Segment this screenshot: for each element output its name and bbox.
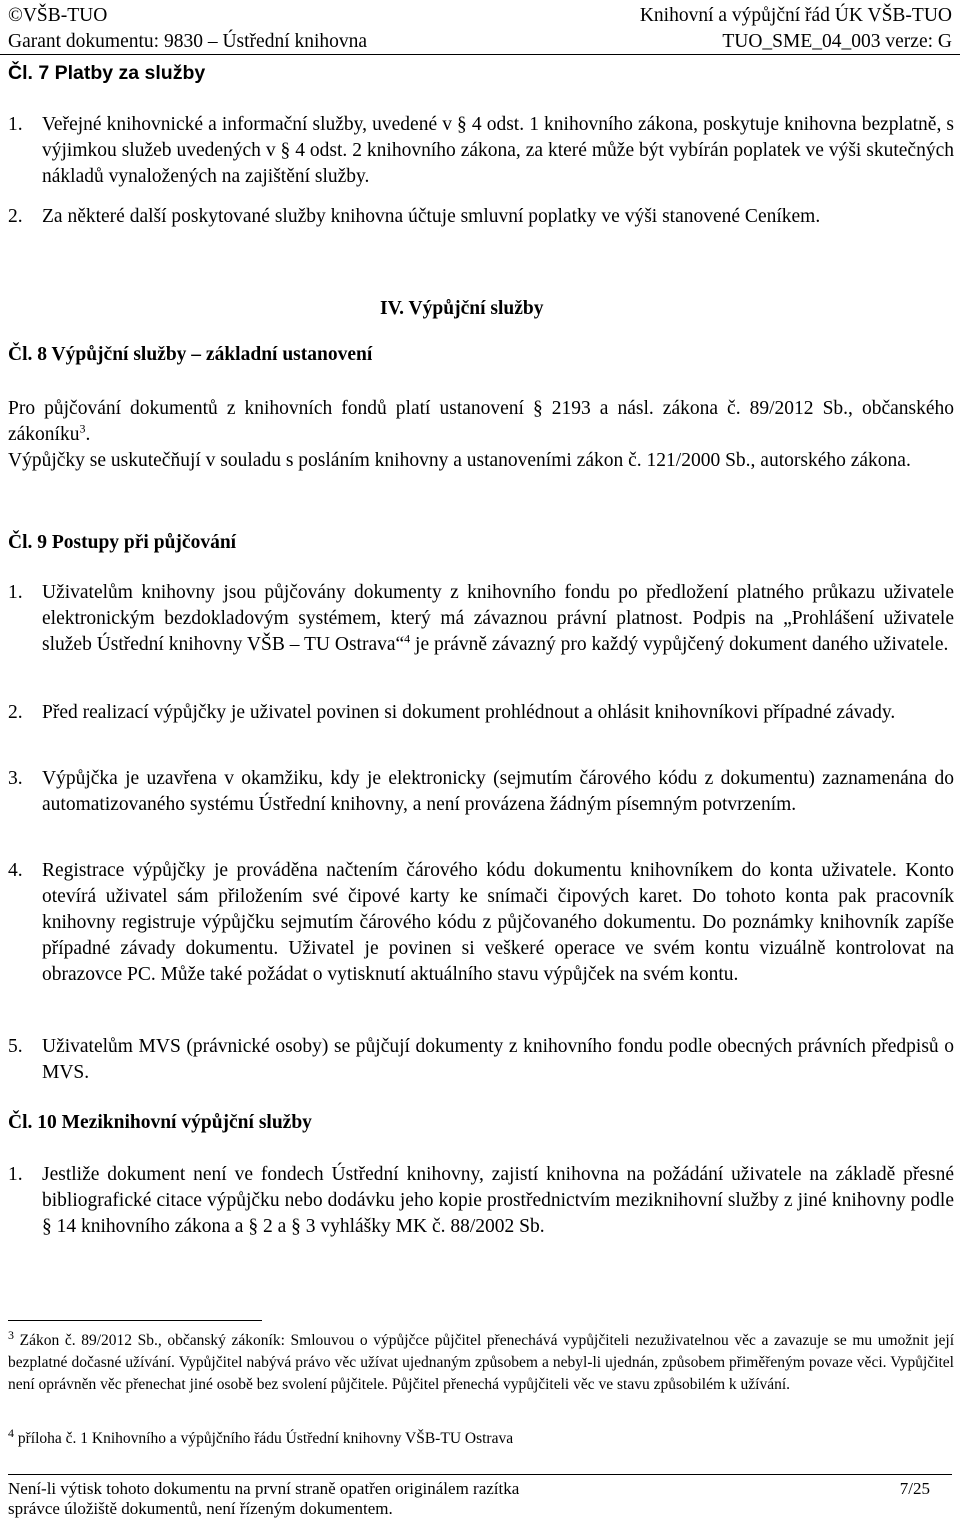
footnote-divider <box>8 1320 262 1321</box>
article-9-item-1-text: Uživatelům knihovny jsou půjčovány dokumenty z knihovního fondu po předložení platného průkazu uživatele elektronickým bezdokladovým systémem, který má závaznou právní platnost. Podpis na „Prohlášení uživatele služeb Ústřední knihovny VŠB – TU Ostrava“$^4$ je právně závazný pro každý vypůjčený dokument daného uživatele. <box>42 582 954 655</box>
header-divider <box>0 54 960 55</box>
article-10-heading: Čl. 10 Meziknihovní výpůjční služby <box>8 1112 312 1133</box>
article-7-item-2: 2. Za některé další poskytované služby knihovna účtuje smluvní poplatky ve výši stanovené Ceníkem. <box>8 204 954 230</box>
footnote-ref-3: 3 <box>79 421 86 436</box>
article-7-item-2-text: Za některé další poskytované služby knihovna účtuje smluvní poplatky ve výši stanovené Ceníkem. <box>42 206 821 227</box>
footnote-ref-4: 4 <box>404 631 411 646</box>
article-9-item-1: 1. Uživatelům knihovny jsou půjčovány dokumenty z knihovního fondu po předložení platného průkazu uživatele elektronickým bezdokladovým systémem, který má závaznou právní platnost. Podpis na „Prohlášení uživatele služeb Ústřední knihovny VŠB – TU Ostrava“$^4$ je právně závazný pro každý vypůjčený dokument daného uživatele. <box>8 580 954 658</box>
article-9-item-5-text: Uživatelům MVS (právnické osoby) se půjčují dokumenty z knihovního fondu podle obecných právních předpisů o MVS. <box>42 1036 954 1083</box>
footer-notice-1: Není-li výtisk tohoto dokumentu na první straně opatřen originálem razítka <box>8 1479 520 1498</box>
guarantor: Garant dokumentu: 9830 – Ústřední knihovna <box>8 31 368 52</box>
article-9-item-3-text: Výpůjčka je uzavřena v okamžiku, kdy je elektronicky (sejmutím čárového kódu z dokumentu) zaznamenána do automatizovaného systému Ústřední knihovny, a není provázena žádným písemným potvrzením. <box>42 768 954 815</box>
footer-notice-2: správce úložiště dokumentů, není řízeným dokumentem. <box>8 1499 393 1518</box>
article-8-heading: Čl. 8 Výpůjční služby – základní ustanovení <box>8 344 373 365</box>
footnote-3: $^3$ Zákon č. 89/2012 Sb., občanský zákoník: Smlouvou o výpůjčce půjčitel přenechává vypůjčiteli nezuživatelnou věc a zavazuje se mu umožnit její bezplatné dočasné užívání. Vypůjčitel nabývá právo věc užívat ujednaným způsobem a nebyl-li ujednán, způsobem přiměřeným povaze věci. Vypůjčitel není oprávněn věc přenechat jiné osobě bez svolení půjčitele. Půjčitel přenechá vypůjčiteli věc ve stavu způsobilém k užívání. <box>8 1327 955 1393</box>
header-row-1 <box>8 4 952 28</box>
article-10-item-1: 1. Jestliže dokument není ve fondech Ústřední knihovny, zajistí knihovna na požádání uživatele na základě přesné bibliografické citace výpůjčku nebo dodávku jeho kopie prostřednictvím meziknihovní služby z jiné knihovny podle § 14 knihovního zákona a § 2 a § 3 vyhlášky MK č. 88/2002 Sb. <box>8 1162 954 1240</box>
doc-code: TUO_SME_04_003 verze: G <box>722 31 952 52</box>
article-8-paragraph-1: Pro půjčování dokumentů z knihovních fondů platí ustanovení § 2193 a násl. zákona č. 89/2012 Sb., občanského zákoníku$^3$. <box>8 398 954 445</box>
footer-divider <box>8 1474 952 1475</box>
article-7-item-1: 1. Veřejné knihovnické a informační služby, uvedené v § 4 odst. 1 knihovního zákona, poskytuje knihovna bezplatně, s výjimkou služeb uvedených v § 4 odst. 2 knihovního zákona, za které může být vybírán poplatek ve výši skutečných nákladů vynaložených na zajištění služby. <box>8 112 954 190</box>
part-4-heading: IV. Výpůjční služby <box>380 298 544 319</box>
article-9-item-4-text: Registrace výpůjčky je prováděna načtením čárového kódu dokumentu knihovníkem do konta uživatele. Konto otevírá uživatel sám přiložením své čipové karty ke snímači čipových karet. Do tohoto konta pak pracovník knihovny registruje výpůjčku sejmutím čárového kódu z půjčovaného dokumentu. Do poznámky knihovník zapíše případné závady dokumentu. Uživatel je povinen si veškeré operace ve svém kontu vizuálně kontrolovat na obrazovce PC. Může také požádat o vytisknutí aktuálního stavu výpůjček na svém kontu. <box>42 860 954 985</box>
header-row-2 <box>8 30 952 54</box>
page-number: 7/25 <box>899 1479 930 1498</box>
doc-title: Knihovní a výpůjční řád ÚK VŠB-TUO <box>639 5 952 26</box>
article-7-item-1-text: Veřejné knihovnické a informační služby, uvedené v § 4 odst. 1 knihovního zákona, poskytuje knihovna bezplatně, s výjimkou služeb uvedených v § 4 odst. 2 knihovního zákona, za které může být vybírán poplatek ve výši skutečných nákladů vynaložených na zajištění služby. <box>42 114 954 187</box>
footnote-4: $^4$ příloha č. 1 Knihovního a výpůjčního řádu Ústřední knihovny VŠB-TU Ostrava <box>8 1425 514 1447</box>
footer-row-1 <box>8 1478 952 1499</box>
copyright: ©VŠB-TUO <box>8 5 108 26</box>
article-10-item-1-text: Jestliže dokument není ve fondech Ústřední knihovny, zajistí knihovna na požádání uživatele na základě přesné bibliografické citace výpůjčku nebo dodávku jeho kopie prostřednictvím meziknihovní služby z jiné knihovny podle § 14 knihovního zákona a § 2 a § 3 vyhlášky MK č. 88/2002 Sb. <box>42 1164 954 1237</box>
article-9-item-2-text: Před realizací výpůjčky je uživatel povinen si dokument prohlédnout a ohlásit knihovníkovi případné závady. <box>42 702 896 723</box>
article-9-item-5: 5. Uživatelům MVS (právnické osoby) se půjčují dokumenty z knihovního fondu podle obecných právních předpisů o MVS. <box>8 1034 954 1086</box>
footer-row-2 <box>8 1498 952 1519</box>
article-9-item-2: 2. Před realizací výpůjčky je uživatel povinen si dokument prohlédnout a ohlásit knihovníkovi případné závady. <box>8 700 954 726</box>
article-8-paragraph-2: Výpůjčky se uskutečňují v souladu s posláním knihovny a ustanoveními zákon č. 121/2000 Sb., autorského zákona. <box>8 450 911 471</box>
article-9-heading: Čl. 9 Postupy při půjčování <box>8 532 237 553</box>
article-9-item-4: 4. Registrace výpůjčky je prováděna načtením čárového kódu dokumentu knihovníkem do konta uživatele. Konto otevírá uživatel sám přiložením své čipové karty ke snímači čipových karet. Do tohoto konta pak pracovník knihovny registruje výpůjčku sejmutím čárového kódu z půjčovaného dokumentu. Do poznámky knihovník zapíše případné závady dokumentu. Uživatel je povinen si veškeré operace ve svém kontu vizuálně kontrolovat na obrazovce PC. Může také požádat o vytisknutí aktuálního stavu výpůjček na svém kontu. <box>8 858 954 988</box>
article-9-item-3: 3. Výpůjčka je uzavřena v okamžiku, kdy je elektronicky (sejmutím čárového kódu z dokumentu) zaznamenána do automatizovaného systému Ústřední knihovny, a není provázena žádným písemným potvrzením. <box>8 766 954 818</box>
article-7-heading: Čl. 7 Platby za služby <box>8 62 206 84</box>
